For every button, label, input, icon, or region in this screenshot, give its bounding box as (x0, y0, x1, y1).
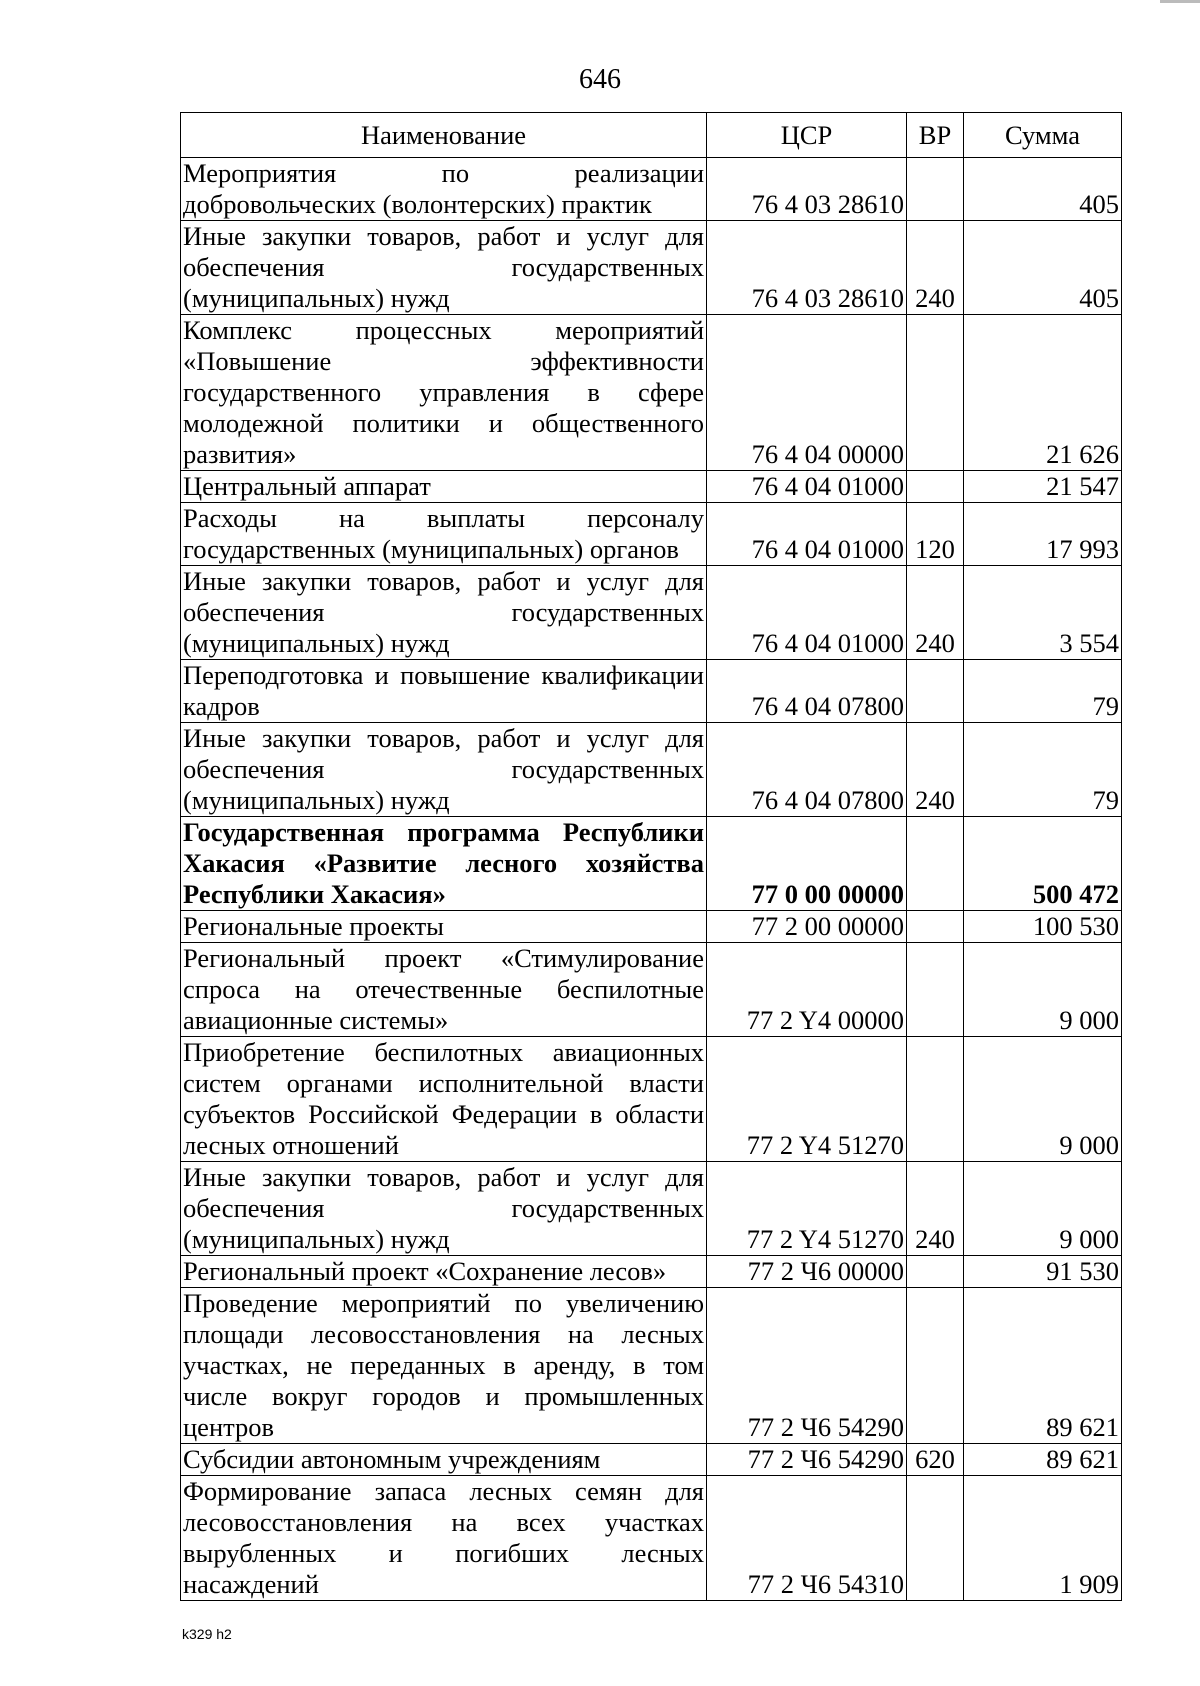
cell-name: Комплекс процессных мероприятий «Повышение эффективности государственного управления в сфере молодежной политики и общественного развития» (181, 315, 707, 471)
cell-sum: 79 (964, 660, 1122, 723)
cell-sum: 9 000 (964, 943, 1122, 1037)
cell-sum: 79 (964, 723, 1122, 817)
header-csr: ЦСР (707, 113, 907, 158)
cell-vr: 120 (907, 503, 964, 566)
cell-vr (907, 1288, 964, 1444)
table-row (181, 1288, 1122, 1444)
cell-name: Иные закупки товаров, работ и услуг для обеспечения государственных (муниципальных) нужд (181, 1162, 707, 1256)
cell-csr: 77 2 Y4 51270 (707, 1037, 907, 1162)
table-row (181, 503, 1122, 566)
cell-sum: 17 993 (964, 503, 1122, 566)
cell-csr: 77 2 Ч6 00000 (707, 1256, 907, 1288)
cell-name: Иные закупки товаров, работ и услуг для обеспечения государственных (муниципальных) нужд (181, 221, 707, 315)
cell-name: Иные закупки товаров, работ и услуг для обеспечения государственных (муниципальных) нужд (181, 566, 707, 660)
header-sum: Сумма (964, 113, 1122, 158)
cell-sum: 89 621 (964, 1288, 1122, 1444)
cell-name: Формирование запаса лесных семян для лесовосстановления на всех участках вырубленных и погибших лесных насаждений (181, 1476, 707, 1601)
cell-name: Переподготовка и повышение квалификации кадров (181, 660, 707, 723)
table-row (181, 723, 1122, 817)
cell-sum: 89 621 (964, 1444, 1122, 1476)
cell-csr: 76 4 03 28610 (707, 158, 907, 221)
cell-name: Региональный проект «Стимулирование спроса на отечественные беспилотные авиационные системы» (181, 943, 707, 1037)
cell-csr: 77 2 Ч6 54290 (707, 1444, 907, 1476)
cell-vr: 240 (907, 566, 964, 660)
table-row (181, 1037, 1122, 1162)
cell-csr: 77 2 Y4 51270 (707, 1162, 907, 1256)
table-row (181, 911, 1122, 943)
cell-name: Субсидии автономным учреждениям (181, 1444, 707, 1476)
cell-name: Расходы на выплаты персоналу государственных (муниципальных) органов (181, 503, 707, 566)
cell-vr: 240 (907, 723, 964, 817)
table-header-row (181, 113, 1122, 158)
cell-name: Приобретение беспилотных авиационных систем органами исполнительной власти субъектов Российской Федерации в области лесных отношений (181, 1037, 707, 1162)
cell-csr: 76 4 04 07800 (707, 660, 907, 723)
table-row (181, 1444, 1122, 1476)
cell-name: Мероприятия по реализации добровольческих (волонтерских) практик (181, 158, 707, 221)
cell-sum: 405 (964, 221, 1122, 315)
cell-vr (907, 911, 964, 943)
cell-sum: 100 530 (964, 911, 1122, 943)
cell-csr: 77 2 Y4 00000 (707, 943, 907, 1037)
cell-sum: 9 000 (964, 1162, 1122, 1256)
table-row (181, 221, 1122, 315)
cell-sum: 21 547 (964, 471, 1122, 503)
table-row (181, 943, 1122, 1037)
table-row (181, 315, 1122, 471)
table-body (181, 158, 1122, 1601)
cell-vr: 240 (907, 221, 964, 315)
cell-vr (907, 315, 964, 471)
cell-sum: 405 (964, 158, 1122, 221)
header-name: Наименование (181, 113, 707, 158)
page-number: 646 (579, 64, 621, 95)
table-row (181, 817, 1122, 911)
cell-vr (907, 660, 964, 723)
footer-code: k329 h2 (182, 1626, 232, 1642)
cell-vr (907, 1476, 964, 1601)
cell-csr: 77 0 00 00000 (707, 817, 907, 911)
cell-csr: 77 2 Ч6 54290 (707, 1288, 907, 1444)
header-vr: ВР (907, 113, 964, 158)
cell-csr: 77 2 00 00000 (707, 911, 907, 943)
cell-sum: 3 554 (964, 566, 1122, 660)
cell-csr: 76 4 04 00000 (707, 315, 907, 471)
table-row (181, 1476, 1122, 1601)
cell-name: Проведение мероприятий по увеличению площади лесовосстановления на лесных участках, не переданных в аренду, в том числе вокруг городов и промышленных центров (181, 1288, 707, 1444)
cell-csr: 76 4 04 01000 (707, 503, 907, 566)
cell-sum: 21 626 (964, 315, 1122, 471)
cell-name: Региональные проекты (181, 911, 707, 943)
table-row (181, 1162, 1122, 1256)
cell-name: Центральный аппарат (181, 471, 707, 503)
cell-sum: 9 000 (964, 1037, 1122, 1162)
table-row (181, 1256, 1122, 1288)
cell-vr (907, 817, 964, 911)
table-row (181, 158, 1122, 221)
cell-sum: 500 472 (964, 817, 1122, 911)
cell-vr: 240 (907, 1162, 964, 1256)
cell-csr: 76 4 03 28610 (707, 221, 907, 315)
cell-csr: 77 2 Ч6 54310 (707, 1476, 907, 1601)
cell-sum: 91 530 (964, 1256, 1122, 1288)
cell-name: Региональный проект «Сохранение лесов» (181, 1256, 707, 1288)
cell-csr: 76 4 04 01000 (707, 471, 907, 503)
cell-vr (907, 471, 964, 503)
scan-corner-mark (1160, 0, 1200, 3)
cell-csr: 76 4 04 01000 (707, 566, 907, 660)
table-row (181, 566, 1122, 660)
budget-table (180, 112, 1122, 1601)
cell-name: Иные закупки товаров, работ и услуг для обеспечения государственных (муниципальных) нужд (181, 723, 707, 817)
table-row (181, 660, 1122, 723)
table-row (181, 471, 1122, 503)
cell-vr (907, 1037, 964, 1162)
cell-vr (907, 158, 964, 221)
cell-name: Государственная программа Республики Хакасия «Развитие лесного хозяйства Республики Хакасия» (181, 817, 707, 911)
cell-vr: 620 (907, 1444, 964, 1476)
cell-vr (907, 1256, 964, 1288)
cell-sum: 1 909 (964, 1476, 1122, 1601)
cell-vr (907, 943, 964, 1037)
cell-csr: 76 4 04 07800 (707, 723, 907, 817)
